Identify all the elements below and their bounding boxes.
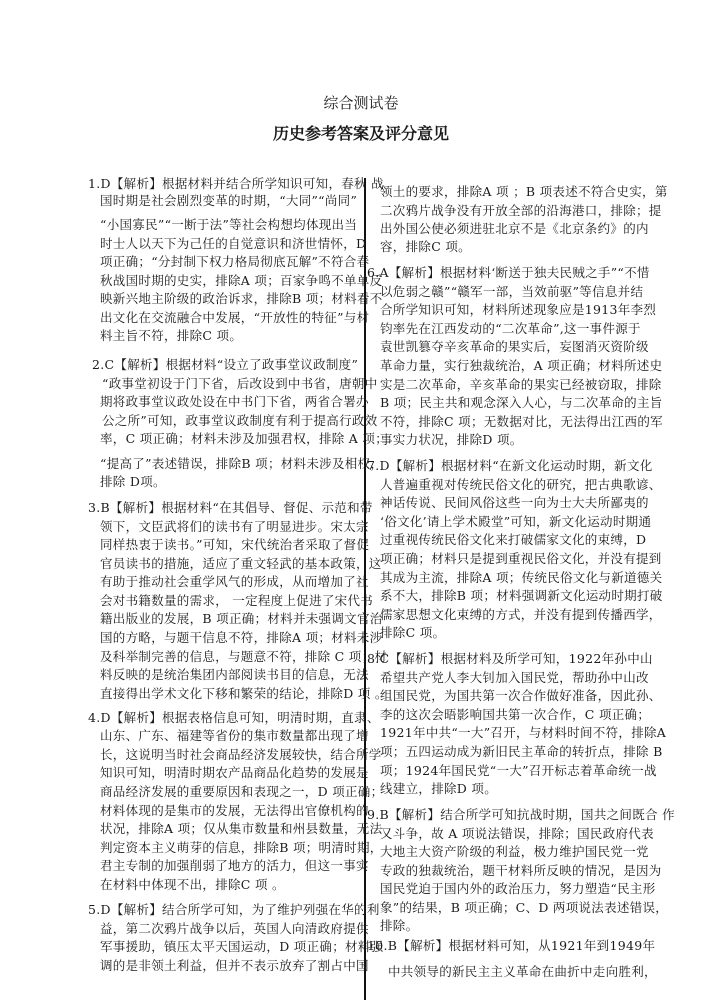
- answer-2-text-line: 公之所”可知，政事堂议政制度有利于提高行政效: [102, 413, 378, 428]
- answer-10-text-line: 中共领导的新民主主义革命在曲折中走向胜利，: [388, 964, 657, 979]
- answer-3-text-line: 及科举制完善的信息，与题意不符，排除 C 项；材: [100, 649, 388, 664]
- answer-3-text-line: 有助于推动社会重学风气的形成，从而增加了社: [100, 574, 369, 589]
- answer-6-text-line: 袁世凯篡夺辛亥革命的果实后，妄图消灭资阶级: [380, 339, 649, 354]
- answer-7-text-line: 儒家思想文化束缚的方式，并没有提到传播西学，: [380, 607, 662, 622]
- answer-9-text-line: 专政的独裁统治，题干材料所反映的情况，是因为: [380, 863, 662, 878]
- answer-5-text-line: 领土的要求，排除A 项 ；B 项表述不符合史实，第: [380, 184, 668, 199]
- answer-4-text-line: 判定资本主义萌芽的信息，排除B 项；明清时期，: [100, 840, 383, 855]
- answer-7-text-line: 过重视传统民俗文化来打破儒家文化的束缚，D: [380, 532, 647, 547]
- answer-3-heading-line: 3.B【解析】根据材料“在其倡导、督促、示范和带: [88, 500, 373, 515]
- answer-6-text-line: 革命力量，实行独裁统治，A 项正确；材料所述史: [380, 358, 663, 373]
- answer-8-text-line: 项；1924年国民党“一大”召开标志着革命统一战: [380, 763, 657, 778]
- document-subtitle: 历史参考答案及评分意见: [272, 124, 449, 143]
- answer-8-text-line: 李的这次会晤影响国共第一次合作，C 项正确；: [380, 707, 651, 722]
- answer-4-heading-line: 4.D【解析】根据表格信息可知，明清时期，直隶、: [88, 710, 380, 725]
- answer-2-text-line: 期将政事堂议政处设在中书门下省，两省合署办: [100, 394, 369, 409]
- answer-3-text-line: 领下，文臣武将们的读书有了明显进步。宋太宗: [100, 519, 369, 534]
- answer-2-text-line: 率，C 项正确；材料未涉及加强君权，排除 A 项；: [100, 431, 389, 446]
- answer-7-text-line: 系不大，排除B 项；材料强调新文化运动时期打破: [380, 588, 663, 603]
- answer-1-text-line: 项正确；“分封制下权力格局彻底瓦解”不符合春: [100, 254, 370, 269]
- answer-6-text-line: 事实力状况，排除D 项。: [380, 432, 523, 447]
- answer-1-text-line: 料主旨不符，排除C 项。: [100, 328, 243, 343]
- answer-4-text-line: 君主专制的加强削弱了地方的活力，但这一事实: [100, 858, 369, 873]
- answer-3-text-line: 料反映的是统治集团内部阅读书目的信息，无法: [100, 667, 369, 682]
- answer-8-text-line: 希望共产党人李大钊加入国民党，帮助孙中山改: [380, 670, 649, 685]
- answer-9-text-line: 国民党迫于国内外的政治压力，努力塑造“民主形: [380, 881, 656, 896]
- answer-7-text-line: 排除C 项。: [380, 625, 446, 640]
- answer-6-heading-line: 6.A【解析】根据材料‘断送于独夫民贼之手”“不惜: [367, 265, 650, 280]
- answer-6-text-line: 不符，排除C 项；无数据对比，无法得出江西的军: [380, 414, 663, 429]
- answer-7-text-line: 神话传说、民间风俗这些一向为士大夫所鄙夷的: [380, 495, 649, 510]
- answer-7-heading-line: 7.D【解析】根据材料“在新文化运动时期，新文化: [367, 458, 653, 473]
- answer-5-text-line: 出外国公使必须进驻北京不是《北京条约》的内: [380, 221, 649, 236]
- answer-2-heading-line: 2.C【解析】根据材料“设立了政事堂议政制度”: [92, 357, 359, 372]
- answer-10-heading-line: 10.B【解析】根据材料可知，从1921年到1949年: [367, 938, 656, 953]
- answer-4-text-line: 长，这说明当时社会商品经济发展较快，结合所学: [100, 747, 382, 762]
- answer-8-text-line: 线建立，排除D 项。: [380, 781, 497, 796]
- answer-5-text-line: 益，第二次鸦片战争以后，英国人向清政府提供: [100, 921, 369, 936]
- answer-3-text-line: 官员读书的措施，适应了重文轻武的基本政策，这: [100, 556, 382, 571]
- answer-4-text-line: 材料体现的是集市的发展，无法得出官僚机构的: [100, 803, 369, 818]
- answer-5-text-line: 军事援助，镇压太平天国运动，D 项正确；材料强: [100, 939, 384, 954]
- answer-9-heading-line: 9.B【解析】结合所学可知抗战时期，国共之间既合 作: [367, 807, 675, 822]
- answer-1-text-line: 时士人以天下为己任的自觉意识和济世情怀，D: [100, 236, 367, 251]
- answer-1-text-line: 映新兴地主阶级的政治诉求，排除B 项；材料看不: [100, 291, 383, 306]
- answer-2-text-line: “提高了”表述错误，排除B 项；材料未涉及相权，: [100, 456, 384, 471]
- answer-8-text-line: 1921年中共“一大”召开，与材料时间不符，排除A: [380, 725, 667, 740]
- answer-8-heading-line: 8.C【解析】根据材料及所学可知，1922年孙中山: [367, 651, 653, 666]
- answer-6-text-line: 以危弱之赣”“赣军一部，当效前驱”等信息并结: [380, 284, 644, 299]
- answer-9-text-line: 排除。: [380, 918, 419, 933]
- answer-5-heading-line: 5.D【解析】结合所学可知，为了维护列强在华的利: [88, 902, 380, 917]
- answer-3-text-line: 国的方略，与题干信息不符，排除A 项；材料未涉: [100, 630, 383, 645]
- answer-6-text-line: 合所学知识可知，材料所述现象应是1913年李烈: [380, 302, 657, 317]
- answer-7-text-line: 其成为主流，排除A 项；传统民俗文化与新道德关: [380, 570, 663, 585]
- answer-6-text-line: B 项；民主共和观念深入人心，与二次革命的主旨: [380, 395, 663, 410]
- answer-6-text-line: 钧率先在江西发动的“二次革命”,这一事件源于: [380, 321, 641, 336]
- answer-9-text-line: 又斗争，故 A 项说法错误，排除；国民政府代表: [380, 826, 654, 841]
- answer-4-text-line: 在材料中体现不出，排除C 项 。: [100, 877, 285, 892]
- answer-3-text-line: 籍出版业的发展，B 项正确；材料并未强调文官治: [100, 611, 383, 626]
- answer-1-heading-line: 1.D【解析】根据材料并结合所学知识可知，春秋 战: [88, 176, 384, 191]
- answer-4-text-line: 状况，排除A 项；仅从集市数量和州县数量，无法: [100, 821, 383, 836]
- answer-4-text-line: 山东、广东、福建等省份的集市数量都出现了增: [100, 728, 369, 743]
- answer-1-text-line: 国时期是社会剧烈变革的时期，“大同”“尚同”: [100, 193, 358, 208]
- answer-4-text-line: 商品经济发展的重要原因和表现之一，D 项正确；: [100, 784, 384, 799]
- answer-6-text-line: 实是二次革命，辛亥革命的果实已经被窃取，排除: [380, 377, 662, 392]
- answer-9-text-line: 大地主大资产阶级的利益，极力维护国民党一党: [380, 844, 649, 859]
- answer-2-text-line: 排除 D项。: [100, 474, 166, 489]
- answer-3-text-line: 直接得出学术文化下移和繁荣的结论，排除D 项 。: [100, 686, 388, 701]
- answer-1-text-line: 出文化在交流融合中发展，“开放性的特征”与材: [100, 310, 370, 325]
- answer-2-text-line: “政事堂初设于门下省，后改设到中书省，唐朝中: [102, 376, 378, 391]
- answer-9-text-line: 象”的结果，B 项正确；C、D 两项说法表述错误，: [380, 900, 669, 915]
- document-title: 综合测试卷: [323, 94, 399, 112]
- answer-8-text-line: 组国民党，为国共第一次合作做好准备，因此孙、: [380, 688, 662, 703]
- answer-7-text-line: ‘俗文化’请上学术殿堂”可知，新文化运动时期通: [380, 514, 652, 529]
- answer-7-text-line: 项正确；材料只是提到重视民俗文化，并没有提到: [380, 551, 662, 566]
- answer-1-text-line: “小国寡民”“一断于法”等社会构想均体现出当: [100, 217, 358, 232]
- answer-3-text-line: 同样热衷于读书。”可知，宋代统治者采取了督促: [100, 537, 370, 552]
- answer-8-text-line: 项；五四运动成为新旧民主革命的转折点，排除 B: [380, 744, 663, 759]
- answer-7-text-line: 人普遍重视对传统民俗文化的研究，把古典歌谚、: [380, 477, 662, 492]
- answer-4-text-line: 知识可知，明清时期农产品商品化趋势的发展是: [100, 765, 369, 780]
- answer-3-text-line: 会对书籍数量的需求， 一定程度上促进了宋代书: [100, 593, 374, 608]
- answer-5-text-line: 二次鸦片战争没有开放全部的沿海港口，排除；提: [380, 203, 662, 218]
- answer-5-text-line: 容，排除C 项。: [380, 239, 471, 254]
- answer-1-text-line: 秋战国时期的史实，排除A 项；百家争鸣不单单反: [100, 273, 383, 288]
- answer-5-text-line: 调的是非领土利益，但并不表示放弃了割占中国: [100, 958, 369, 973]
